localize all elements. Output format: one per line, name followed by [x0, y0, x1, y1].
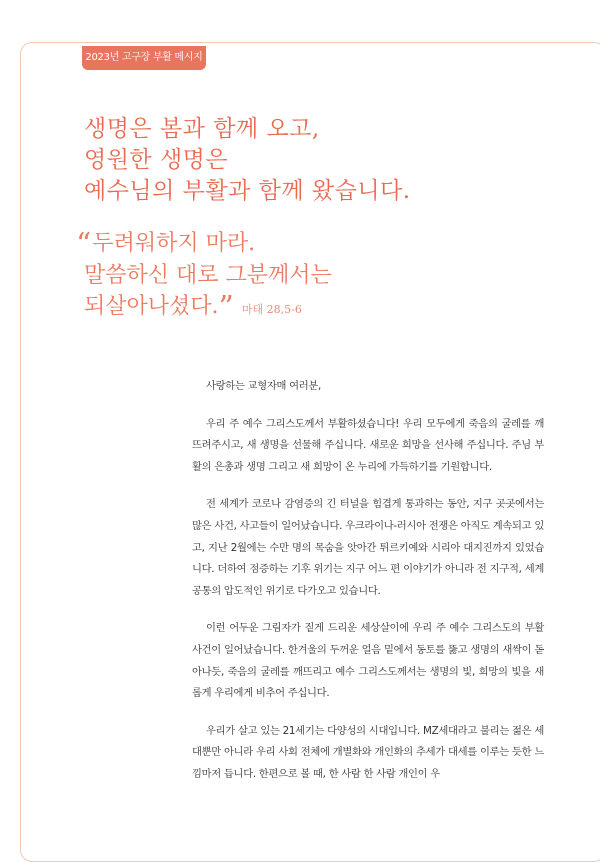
headline-line: 예수님의 부활과 함께 왔습니다.	[84, 178, 411, 204]
quote-line-1	[76, 228, 332, 260]
letter-paragraph: 우리가 살고 있는 21세기는 다양성의 시대입니다. MZ세대라고 불리는 젊은 세대뿐만 아니라 우리 사회 전체에 개별화와 개인화의 추세가 대세를 이루는 듯한 느낌마저 듭니다. 한편으로 볼 때, 한 사람 한 사람 개인이 우	[192, 724, 544, 780]
headline-line: 영원한 생명은	[84, 147, 229, 173]
letter-paragraph: 이런 어두운 그림자가 짙게 드리운 세상살이에 우리 주 예수 그리스도의 부활 사건이 일어났습니다. 한겨울의 두꺼운 얼음 밑에서 동토를 뚫고 생명의 새싹이 돋아나듯, 죽음의 굴레를 깨뜨리고 예수 그리스도께서는 생명의 빛, 희망의 빛을 새롭게 우리에게 비추어 주십니다.	[192, 622, 544, 700]
close-quote-mark: ”	[218, 290, 234, 325]
headline	[84, 114, 411, 207]
section-tab-label: 2023년 고구장 부활 메시지	[85, 52, 203, 63]
quote-text: 말씀하신 대로 그분께서는	[84, 263, 332, 288]
quote-text: 두려워하지 마라.	[92, 231, 256, 256]
quote-line-2	[76, 260, 332, 291]
letter-paragraph: 전 세계가 코로나 감염증의 긴 터널을 힘겹게 통과하는 동안, 지구 곳곳에서는 많은 사건, 사고들이 일어났습니다. 우크라이나-러시아 전쟁은 아직도 계속되고 있고, 지난 2월에는 수만 명의 목숨을 앗아간 튀르키예와 시리아 대지진까지 있었습니다. 더하여 점증하는 기후 위기는 지구 어느 편 이야기가 아니라 전 지구적, 세계 공통의 압도적인 위기로 다가오고 있습니다.	[192, 498, 544, 597]
quote-citation: 마태 28,5-6	[241, 303, 302, 316]
headline-line: 생명은 봄과 함께 오고,	[84, 116, 320, 142]
scripture-quote	[76, 228, 332, 325]
letter-greeting: 사랑하는 교형자매 여러분,	[206, 380, 322, 392]
letter-paragraph: 우리 주 예수 그리스도께서 부활하셨습니다! 우리 모두에게 죽음의 굴레를 깨뜨려주시고, 새 생명을 선물해 주십니다. 새로운 희망을 선사해 주십니다. 주님 부활의 은총과 생명 그리고 새 희망이 온 누리에 가득하기를 기원합니다.	[192, 417, 544, 473]
section-tab	[82, 46, 206, 70]
open-quote-mark: “	[76, 227, 92, 262]
letter-body	[192, 376, 544, 802]
quote-text: 되살아나셨다.	[84, 294, 219, 319]
quote-line-3	[76, 291, 332, 325]
